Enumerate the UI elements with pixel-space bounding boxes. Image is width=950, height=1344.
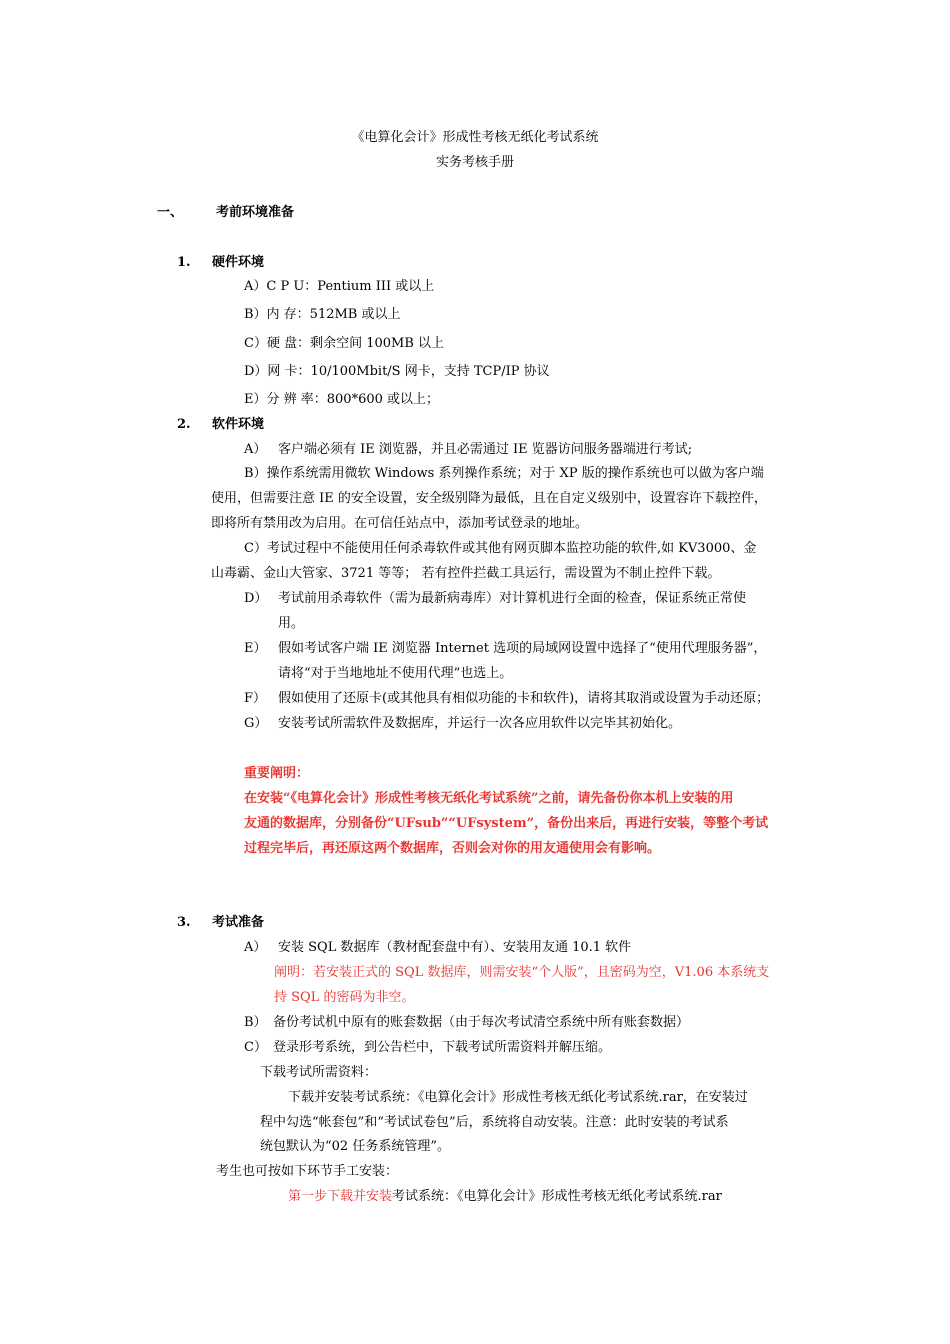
manual-heading: 考生也可按如下环节手工安装： <box>216 1164 399 1179</box>
download-line: 统包默认为“02 任务系统管理”。 <box>260 1139 450 1154</box>
software-a-label: A） <box>244 442 267 457</box>
section-number: 一、 <box>157 205 184 220</box>
item-number: 2. <box>177 417 191 432</box>
download-heading: 下载考试所需资料： <box>260 1065 378 1080</box>
download-line: 下载并安装考试系统：《电算化会计》形成性考核无纸化考试系统.rar，在安装过 <box>288 1090 748 1105</box>
software-g-line: 安装考试所需软件及数据库，并运行一次各应用软件以完毕其初始化。 <box>278 716 682 731</box>
software-e-label: E） <box>244 641 267 656</box>
document-subtitle: 实务考核手册 <box>435 155 514 170</box>
software-e-line: 请将“对于当地地址不使用代理”也选上。 <box>278 666 513 681</box>
item-number: 1. <box>177 255 191 270</box>
download-line: 程中勾选“帐套包”和“考试试卷包”后，系统将自动安装。注意：此时安装的考试系 <box>260 1115 729 1130</box>
software-c-line: C）考试过程中不能使用任何杀毒软件或其他有网页脚本监控功能的软件,如 KV3000、金 <box>244 541 757 556</box>
software-a-text: 客户端必须有 IE 浏览器，并且必需通过 IE 览器访问服务器端进行考试; <box>278 442 693 457</box>
software-d-line: 考试前用杀毒软件（需为最新病毒库）对计算机进行全面的检查，保证系统正常使 <box>278 591 747 606</box>
notice-line: 过程完毕后，再还原这两个数据库，否则会对你的用友通使用会有影响。 <box>244 841 661 856</box>
step1-text: 考试系统：《电算化会计》形成性考核无纸化考试系统.rar <box>392 1189 722 1204</box>
software-heading: 软件环境 <box>212 417 265 432</box>
step1-highlight: 第一步下载并安装 <box>288 1189 393 1204</box>
software-c-line: 山毒霸、金山大管家、3721 等等； 若有控件拦截工具运行，需设置为不制止控件下载。 <box>211 566 721 581</box>
document-title: 《电算化会计》形成性考核无纸化考试系统 <box>351 130 599 145</box>
software-f-line: 假如使用了还原卡(或其他具有相似功能的卡和软件)，请将其取消或设置为手动还原； <box>278 691 770 706</box>
section-heading: 考前环境准备 <box>216 205 295 220</box>
exam-b-label: B） <box>244 1015 267 1030</box>
item-number: 3. <box>177 915 191 930</box>
notice-line: 友通的数据库，分别备份“UFsub”“UFsystem”，备份出来后，再进行安装，等整个考试 <box>244 816 769 831</box>
software-d-label: D） <box>244 591 268 606</box>
exam-a-text: 安装 SQL 数据库（教材配套盘中有）、安装用友通 10.1 软件 <box>278 940 632 955</box>
notice-heading: 重要阐明： <box>244 766 310 781</box>
software-d-line: 用。 <box>278 616 305 631</box>
hardware-resolution: E）分 辨 率：800*600 或以上； <box>244 392 440 407</box>
exam-a-note: 阐明：若安装正式的 SQL 数据库，则需安装“个人版”，且密码为空，V1.06 本系统支 <box>274 965 770 980</box>
notice-line: 在安装“《电算化会计》形成性考核无纸化考试系统”之前，请先备份你本机上安装的用 <box>244 791 734 806</box>
exam-heading: 考试准备 <box>212 915 265 930</box>
exam-a-label: A） <box>244 940 267 955</box>
hardware-memory: B）内 存：512MB 或以上 <box>244 307 401 322</box>
exam-a-note: 持 SQL 的密码为非空。 <box>274 990 415 1005</box>
hardware-cpu: A）C P U：Pentium III 或以上 <box>244 279 435 294</box>
software-e-line: 假如考试客户端 IE 浏览器 Internet 选项的局域网设置中选择了“使用代理服务器”， <box>278 641 767 656</box>
software-b-line: B）操作系统需用微软 Windows 系列操作系统；对于 XP 版的操作系统也可以做为客户端 <box>244 466 764 481</box>
hardware-heading: 硬件环境 <box>212 255 265 270</box>
software-b-line: 使用，但需要注意 IE 的安全设置，安全级别降为最低，且在自定义级别中，设置容许下载控件， <box>211 491 767 506</box>
software-b-line: 即将所有禁用改为启用。在可信任站点中，添加考试登录的地址。 <box>211 516 589 531</box>
exam-b-text: 备份考试机中原有的账套数据（由于每次考试清空系统中所有账套数据） <box>273 1015 690 1030</box>
hardware-network: D）网 卡：10/100Mbit/S 网卡，支持 TCP/IP 协议 <box>244 364 550 379</box>
exam-c-label: C） <box>244 1040 267 1055</box>
software-f-label: F） <box>244 691 267 706</box>
software-g-label: G） <box>244 716 268 731</box>
exam-c-text: 登录形考系统，到公告栏中，下载考试所需资料并解压缩。 <box>273 1040 612 1055</box>
step1-line <box>288 1187 722 1207</box>
hardware-disk: C）硬 盘：剩余空间 100MB 以上 <box>244 336 445 351</box>
